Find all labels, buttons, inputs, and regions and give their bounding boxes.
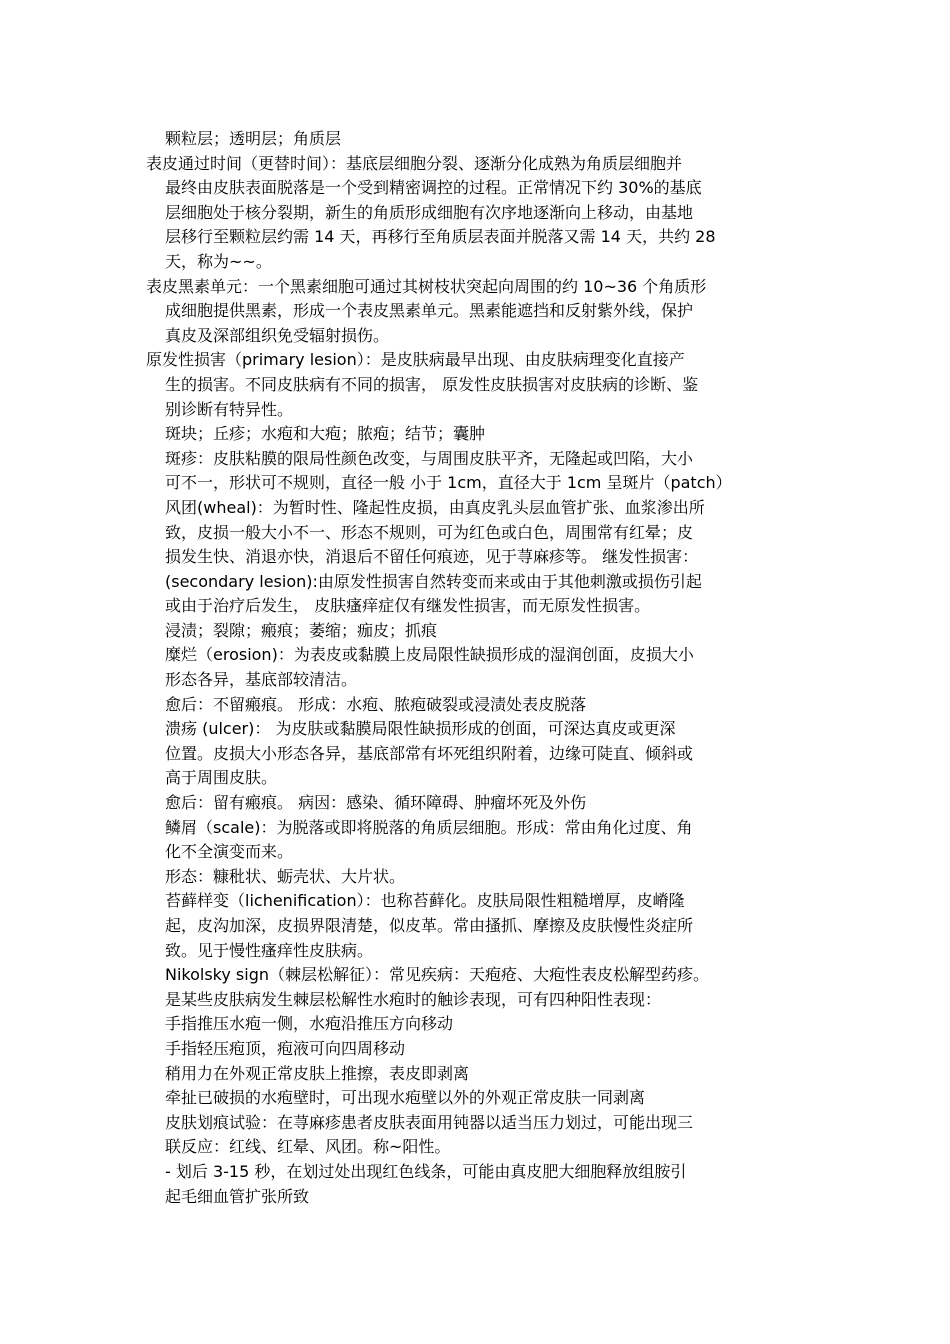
text-line: 或由于治疗后发生， 皮肤瘙痒症仅有继发性损害，而无原发性损害。 [165, 596, 651, 616]
text-line: 层移行至颗粒层约需 14 天，再移行至角质层表面并脱落又需 14 天，共约 28 [165, 227, 716, 247]
text-line: 最终由皮肤表面脱落是一个受到精密调控的过程。正常情况下约 30%的基底 [165, 178, 702, 198]
text-line: - 划后 3-15 秒，在划过处出现红色线条，可能由真皮肥大细胞释放组胺引 [165, 1161, 687, 1181]
text-line: 化不全演变而来。 [165, 842, 294, 862]
text-line: 层细胞处于核分裂期，新生的角质形成细胞有次序地逐渐向上移动，由基地 [165, 202, 694, 222]
text-line: 生的损害。不同皮肤病有不同的损害， 原发性皮肤损害对皮肤病的诊断、鉴 [165, 374, 699, 394]
text-line: 可不一，形状可不规则，直径一般 小于 1cm，直径大于 1cm 呈斑片（patch） [165, 473, 732, 493]
text-line: 是某些皮肤病发生棘层松解性水疱时的触诊表现，可有四种阳性表现： [165, 989, 662, 1009]
text-line: 形态：糠秕状、蛎壳状、大片状。 [165, 866, 406, 886]
text-line: 联反应：红线、红晕、风团。称~阳性。 [165, 1137, 451, 1157]
text-line: 牵扯已破损的水疱壁时，可出现水疱壁以外的外观正常皮肤一同剥离 [165, 1088, 646, 1108]
text-line: 愈后：不留瘢痕。 形成：水疱、脓疱破裂或浸渍处表皮脱落 [165, 694, 587, 714]
text-line: 风团(wheal)：为暂时性、隆起性皮损，由真皮乳头层血管扩张、血浆渗出所 [165, 497, 705, 517]
text-line: 致，皮损一般大小不一、形态不规则，可为红色或白色，周围常有红晕；皮 [165, 522, 694, 542]
text-line: 斑块；丘疹；水疱和大疱；脓疱；结节；囊肿 [165, 424, 486, 444]
text-line: 斑疹：皮肤粘膜的限局性颜色改变，与周围皮肤平齐，无隆起或凹陷，大小 [165, 448, 694, 468]
text-line: 位置。皮损大小形态各异，基底部常有坏死组织附着，边缘可陡直、倾斜或 [165, 743, 694, 763]
text-line: 致。见于慢性瘙痒性皮肤病。 [165, 940, 374, 960]
text-line: 起毛细血管扩张所致 [165, 1186, 310, 1206]
text-line: 形态各异，基底部较清洁。 [165, 670, 358, 690]
text-line: 愈后：留有瘢痕。 病因：感染、循环障碍、肿瘤坏死及外伤 [165, 793, 587, 813]
text-line: 成细胞提供黑素，形成一个表皮黑素单元。黑素能遮挡和反射紫外线，保护 [165, 301, 694, 321]
text-line: 鳞屑（scale)：为脱落或即将脱落的角质层细胞。形成：常由角化过度、角 [165, 817, 693, 837]
text-line: 损发生快、消退亦快，消退后不留任何痕迹，见于荨麻疹等。 继发性损害： [165, 547, 699, 567]
text-line: 天，称为~~。 [165, 251, 272, 271]
text-line: 苔藓样变（lichenification）：也称苔藓化。皮肤局限性粗糙增厚，皮嵴隆 [165, 891, 685, 911]
text-line: 手指推压水疱一侧，水疱沿推压方向移动 [165, 1014, 454, 1034]
text-line: (secondary lesion):由原发性损害自然转变而来或由于其他刺激或损伤引起 [165, 571, 702, 591]
document-body [146, 127, 826, 1209]
text-line: 浸渍；裂隙；瘢痕；萎缩；痂皮；抓痕 [165, 620, 438, 640]
text-line: 稍用力在外观正常皮肤上推擦，表皮即剥离 [165, 1063, 470, 1083]
text-line: 溃疡 (ulcer)： 为皮肤或黏膜局限性缺损形成的创面，可深达真皮或更深 [165, 719, 676, 739]
text-line: Nikolsky sign（棘层松解征）：常见疾病：天疱疮、大疱性表皮松解型药疹。 [165, 965, 710, 985]
text-line: 手指轻压疱顶，疱液可向四周移动 [165, 1038, 406, 1058]
text-line: 糜烂（erosion)：为表皮或黏膜上皮局限性缺损形成的湿润创面，皮损大小 [165, 645, 694, 665]
text-line: 真皮及深部组织免受辐射损伤。 [165, 325, 390, 345]
term-heading-line: 原发性损害（primary lesion）：是皮肤病最早出现、由皮肤病理变化直接产 [146, 350, 685, 370]
text-line: 别诊断有特异性。 [165, 399, 294, 419]
text-line: 皮肤划痕试验：在荨麻疹患者皮肤表面用钝器以适当压力划过，可能出现三 [165, 1112, 694, 1132]
text-line: 颗粒层；透明层；角质层 [165, 129, 342, 148]
text-line: 高于周围皮肤。 [165, 768, 278, 788]
term-heading-line: 表皮黑素单元：一个黑素细胞可通过其树枝状突起向周围的约 10~36 个角质形 [146, 276, 707, 296]
text-line: 起，皮沟加深，皮损界限清楚，似皮革。常由搔抓、摩擦及皮肤慢性炎症所 [165, 916, 694, 935]
term-heading-line: 表皮通过时间（更替时间）：基底层细胞分裂、逐渐分化成熟为角质层细胞并 [146, 153, 683, 173]
